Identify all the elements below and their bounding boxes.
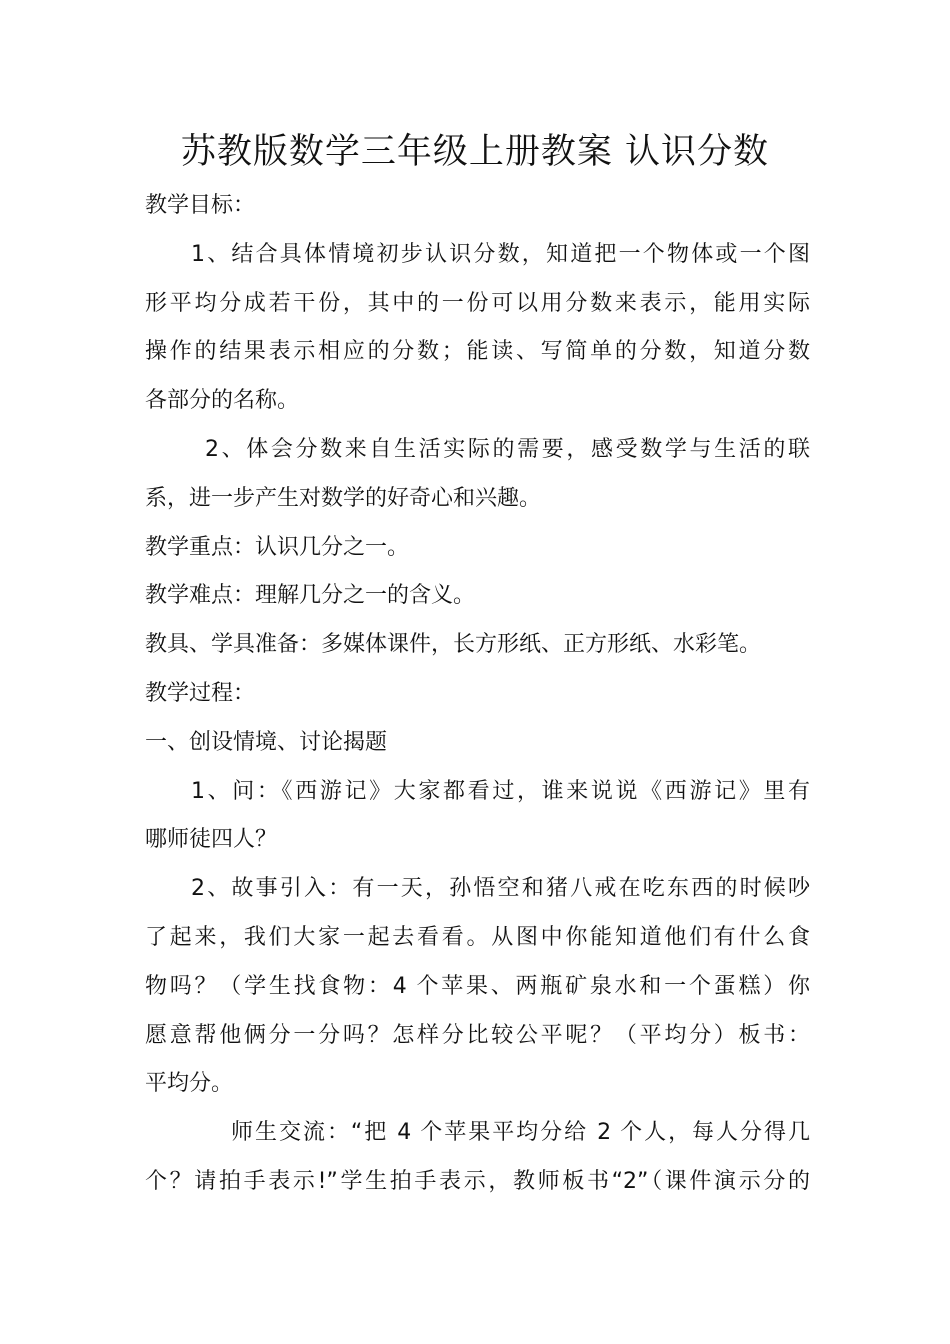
materials-line: 教具、学具准备：多媒体课件，长方形纸、正方形纸、水彩笔。 [145,632,762,658]
paragraph-line: 物吗？（学生找食物：4 个苹果、两瓶矿泉水和一个蛋糕）你 [145,973,810,999]
paragraph-line: 系，进一步产生对数学的好奇心和兴趣。 [145,485,542,511]
paragraph-line: 1、结合具体情境初步认识分数，知道把一个物体或一个图 [191,241,810,267]
paragraph-line: 2、体会分数来自生活实际的需要，感受数学与生活的联 [205,436,810,462]
paragraph-line: 平均分。 [145,1071,234,1097]
difficulty-line: 教学难点：理解几分之一的含义。 [145,583,476,609]
paragraph-line: 1、问：《西游记》大家都看过，谁来说说《西游记》里有 [191,778,810,804]
paragraph-line: 2、故事引入：有一天，孙悟空和猪八戒在吃东西的时候吵 [191,876,810,902]
paragraph-line: 操作的结果表示相应的分数；能读、写简单的分数，知道分数 [145,339,810,365]
key-point-line: 教学重点：认识几分之一。 [145,534,410,560]
paragraph-line: 各部分的名称。 [145,388,300,414]
paragraph-line: 愿意帮他俩分一分吗？怎样分比较公平呢？（平均分）板书： [145,1022,810,1048]
paragraph-line: 个？请拍手表示!”学生拍手表示，教师板书“2”（课件演示分的 [145,1168,810,1194]
section-heading-part-one: 一、创设情境、讨论揭题 [145,729,388,755]
section-heading-process: 教学过程： [145,680,256,706]
section-heading-objectives: 教学目标： [145,193,256,218]
paragraph-line: 师生交流：“把 4 个苹果平均分给 2 个人，每人分得几 [231,1120,810,1146]
paragraph-line: 哪师徒四人？ [145,827,278,853]
document-body [145,182,810,1207]
paragraph-line: 形平均分成若干份，其中的一份可以用分数来表示，能用实际 [145,290,810,316]
document-title: 苏教版数学三年级上册教案 认识分数 [180,132,770,172]
paragraph-line: 了起来，我们大家一起去看看。从图中你能知道他们有什么食 [145,924,810,950]
